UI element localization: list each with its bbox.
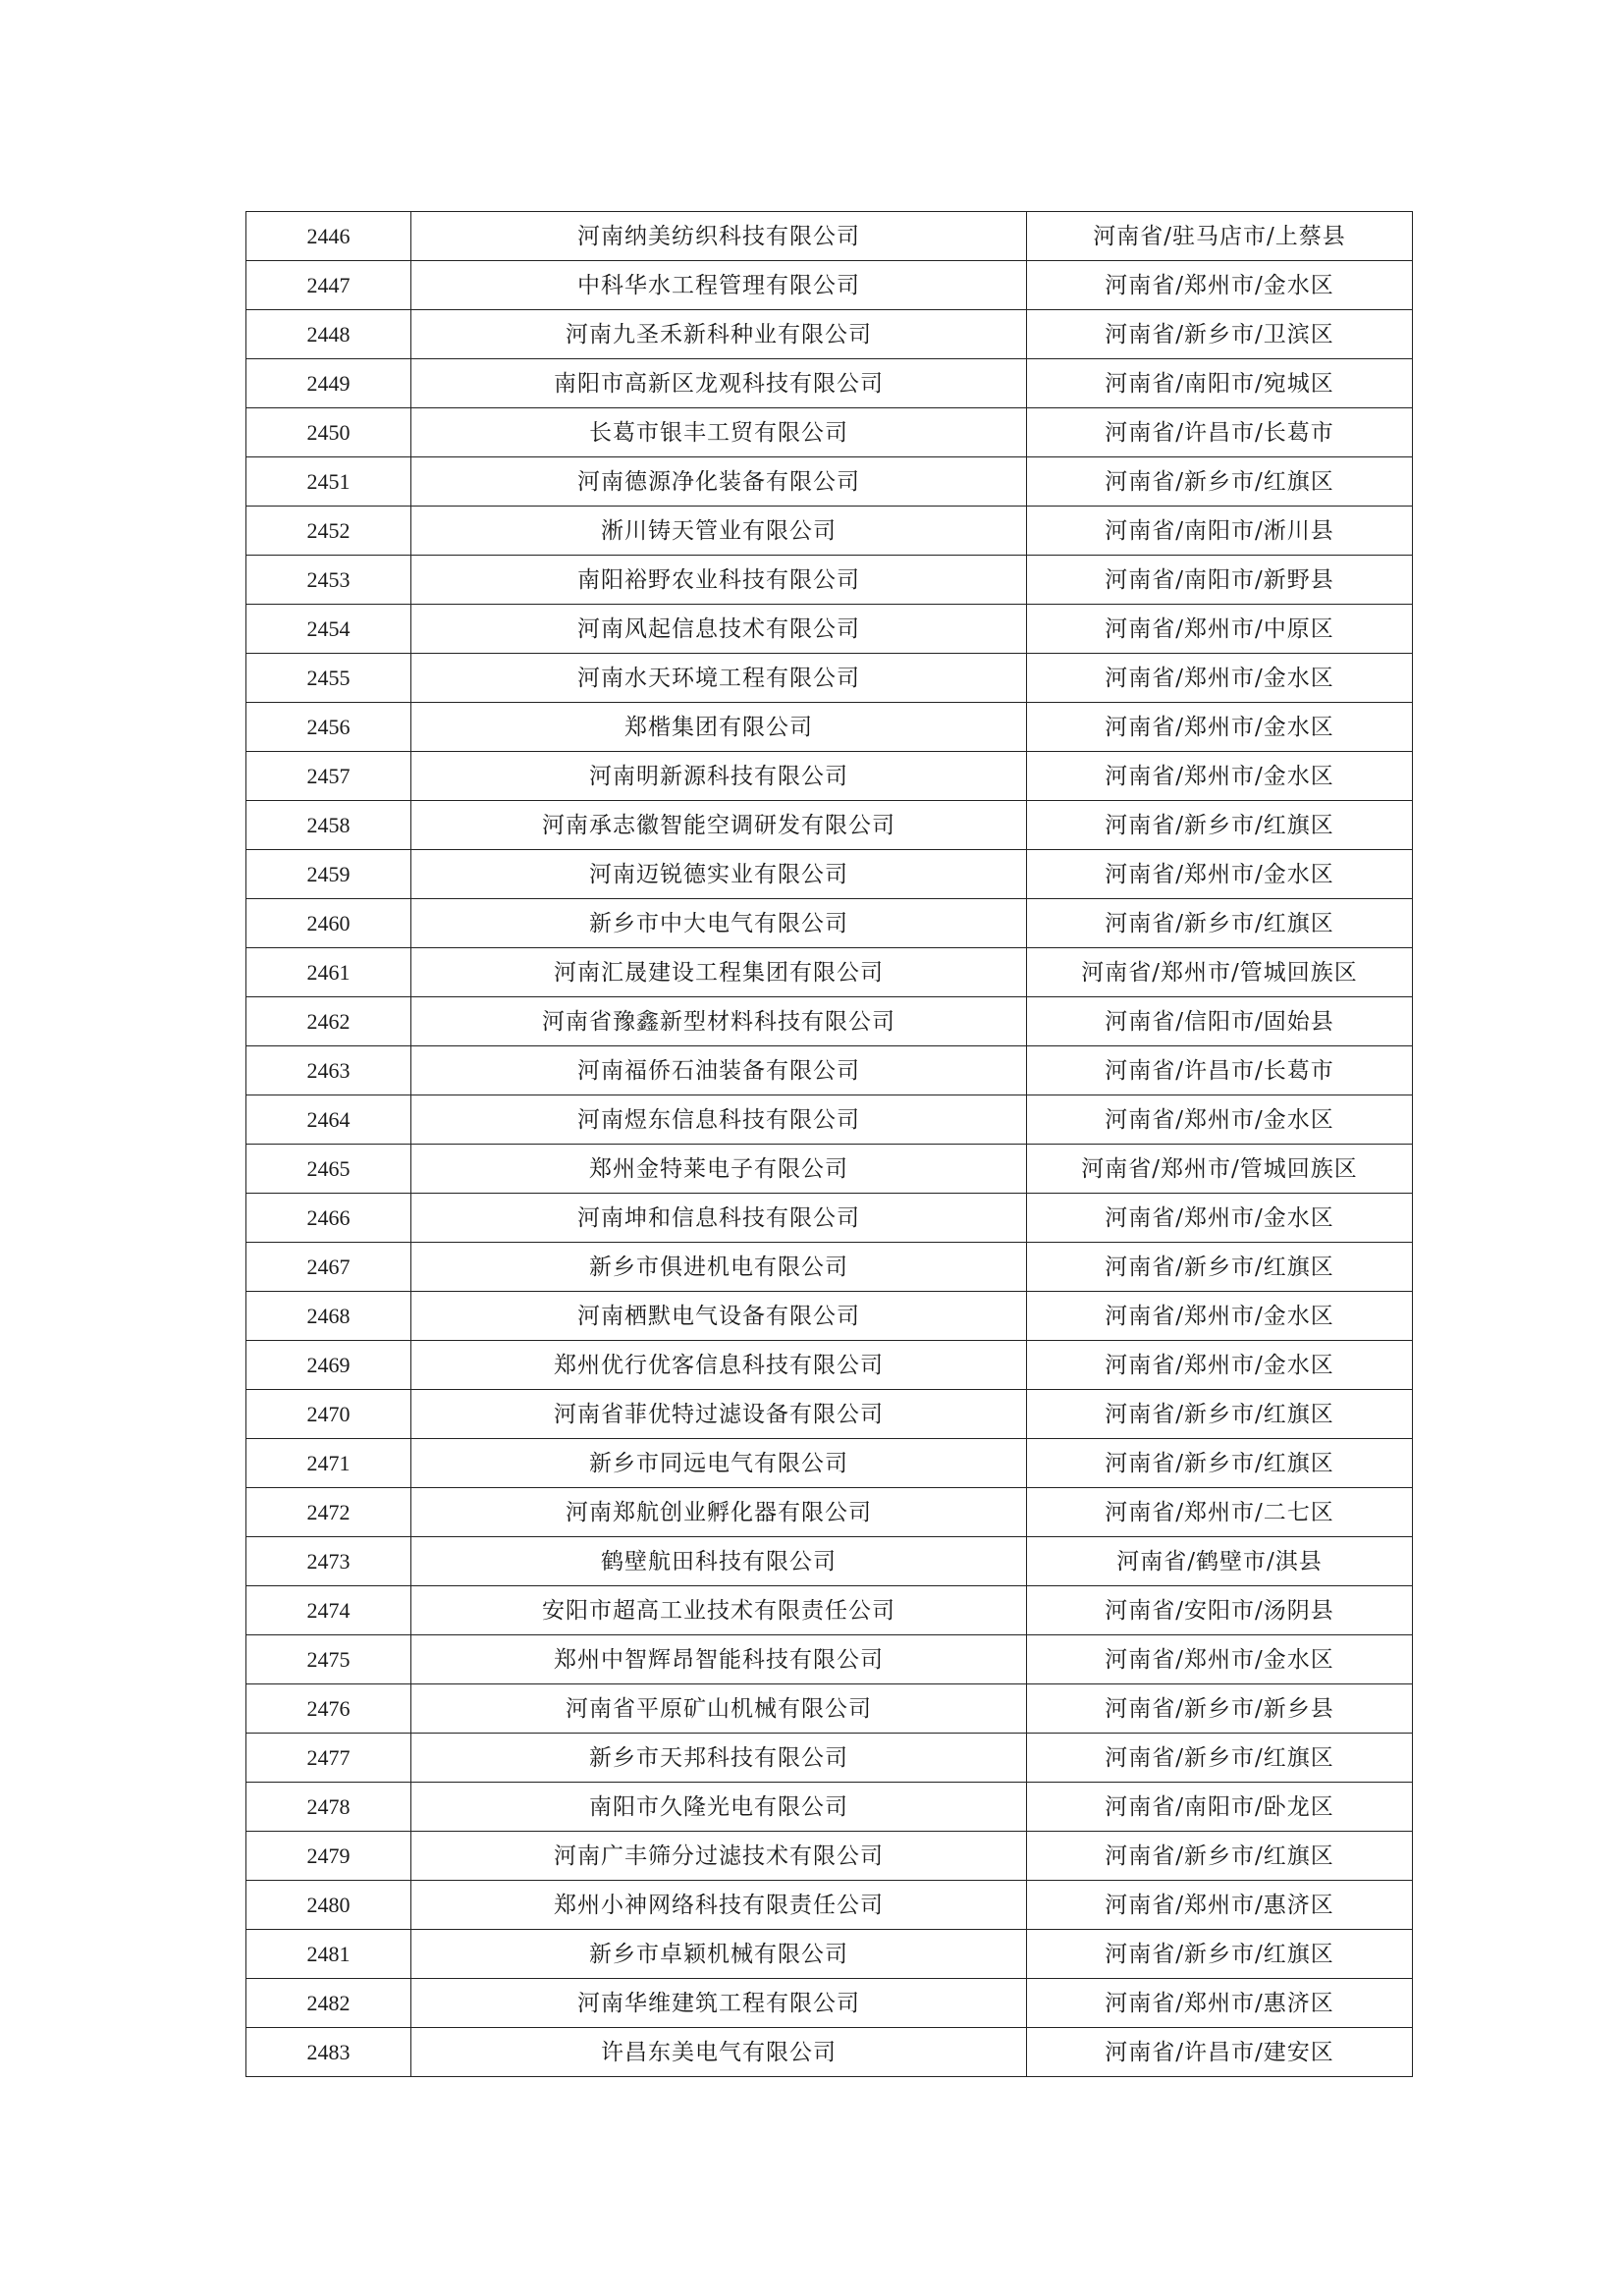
company-name-cell: 新乡市俱进机电有限公司 xyxy=(411,1243,1027,1292)
location-cell: 河南省/新乡市/红旗区 xyxy=(1027,801,1413,850)
company-name-cell: 新乡市卓颖机械有限公司 xyxy=(411,1930,1027,1979)
row-number-cell: 2453 xyxy=(246,556,411,605)
table-row xyxy=(246,850,1413,899)
company-name-cell: 河南广丰筛分过滤技术有限公司 xyxy=(411,1832,1027,1881)
table-row xyxy=(246,948,1413,997)
location-cell: 河南省/安阳市/汤阴县 xyxy=(1027,1586,1413,1635)
table-row xyxy=(246,2028,1413,2077)
location-cell: 河南省/郑州市/金水区 xyxy=(1027,1194,1413,1243)
company-name-cell: 河南风起信息技术有限公司 xyxy=(411,605,1027,654)
company-name-cell: 郑州小神网络科技有限责任公司 xyxy=(411,1881,1027,1930)
company-name-cell: 郑楷集团有限公司 xyxy=(411,703,1027,752)
table-row xyxy=(246,556,1413,605)
row-number-cell: 2448 xyxy=(246,310,411,359)
table-row xyxy=(246,1979,1413,2028)
row-number-cell: 2464 xyxy=(246,1095,411,1145)
company-name-cell: 南阳市久隆光电有限公司 xyxy=(411,1783,1027,1832)
company-name-cell: 河南德源净化装备有限公司 xyxy=(411,457,1027,507)
location-cell: 河南省/信阳市/固始县 xyxy=(1027,997,1413,1046)
company-name-cell: 河南郑航创业孵化器有限公司 xyxy=(411,1488,1027,1537)
row-number-cell: 2466 xyxy=(246,1194,411,1243)
row-number-cell: 2449 xyxy=(246,359,411,408)
location-cell: 河南省/郑州市/惠济区 xyxy=(1027,1979,1413,2028)
table-row xyxy=(246,457,1413,507)
company-name-cell: 郑州中智辉昂智能科技有限公司 xyxy=(411,1635,1027,1684)
table-row xyxy=(246,1341,1413,1390)
table-row xyxy=(246,899,1413,948)
row-number-cell: 2454 xyxy=(246,605,411,654)
row-number-cell: 2476 xyxy=(246,1684,411,1734)
table-row xyxy=(246,1046,1413,1095)
row-number-cell: 2455 xyxy=(246,654,411,703)
row-number-cell: 2473 xyxy=(246,1537,411,1586)
company-name-cell: 河南承志徽智能空调研发有限公司 xyxy=(411,801,1027,850)
row-number-cell: 2482 xyxy=(246,1979,411,2028)
row-number-cell: 2450 xyxy=(246,408,411,457)
company-name-cell: 河南九圣禾新科种业有限公司 xyxy=(411,310,1027,359)
table-row xyxy=(246,1243,1413,1292)
row-number-cell: 2479 xyxy=(246,1832,411,1881)
row-number-cell: 2460 xyxy=(246,899,411,948)
table-row xyxy=(246,1586,1413,1635)
table-row xyxy=(246,1292,1413,1341)
table-row xyxy=(246,1095,1413,1145)
company-name-cell: 河南迈锐德实业有限公司 xyxy=(411,850,1027,899)
company-name-cell: 安阳市超高工业技术有限责任公司 xyxy=(411,1586,1027,1635)
company-name-cell: 河南坤和信息科技有限公司 xyxy=(411,1194,1027,1243)
location-cell: 河南省/郑州市/金水区 xyxy=(1027,1341,1413,1390)
table-row xyxy=(246,1537,1413,1586)
company-name-cell: 河南煜东信息科技有限公司 xyxy=(411,1095,1027,1145)
location-cell: 河南省/新乡市/卫滨区 xyxy=(1027,310,1413,359)
company-name-cell: 河南水天环境工程有限公司 xyxy=(411,654,1027,703)
table-row xyxy=(246,997,1413,1046)
location-cell: 河南省/郑州市/管城回族区 xyxy=(1027,1145,1413,1194)
table-row xyxy=(246,1881,1413,1930)
location-cell: 河南省/郑州市/二七区 xyxy=(1027,1488,1413,1537)
company-name-cell: 河南明新源科技有限公司 xyxy=(411,752,1027,801)
table-row xyxy=(246,703,1413,752)
row-number-cell: 2481 xyxy=(246,1930,411,1979)
location-cell: 河南省/郑州市/惠济区 xyxy=(1027,1881,1413,1930)
row-number-cell: 2480 xyxy=(246,1881,411,1930)
table-row xyxy=(246,1145,1413,1194)
table-row xyxy=(246,801,1413,850)
row-number-cell: 2465 xyxy=(246,1145,411,1194)
location-cell: 河南省/新乡市/新乡县 xyxy=(1027,1684,1413,1734)
company-name-cell: 河南福侨石油装备有限公司 xyxy=(411,1046,1027,1095)
table-row xyxy=(246,1439,1413,1488)
location-cell: 河南省/许昌市/长葛市 xyxy=(1027,408,1413,457)
company-name-cell: 郑州优行优客信息科技有限公司 xyxy=(411,1341,1027,1390)
row-number-cell: 2463 xyxy=(246,1046,411,1095)
company-name-cell: 河南省豫鑫新型材料科技有限公司 xyxy=(411,997,1027,1046)
table-row xyxy=(246,212,1413,261)
location-cell: 河南省/许昌市/长葛市 xyxy=(1027,1046,1413,1095)
row-number-cell: 2471 xyxy=(246,1439,411,1488)
location-cell: 河南省/郑州市/金水区 xyxy=(1027,703,1413,752)
location-cell: 河南省/郑州市/中原区 xyxy=(1027,605,1413,654)
table-row xyxy=(246,1930,1413,1979)
location-cell: 河南省/新乡市/红旗区 xyxy=(1027,1439,1413,1488)
table-row xyxy=(246,605,1413,654)
location-cell: 河南省/郑州市/金水区 xyxy=(1027,850,1413,899)
location-cell: 河南省/新乡市/红旗区 xyxy=(1027,1243,1413,1292)
row-number-cell: 2452 xyxy=(246,507,411,556)
location-cell: 河南省/新乡市/红旗区 xyxy=(1027,1832,1413,1881)
company-name-cell: 淅川铸天管业有限公司 xyxy=(411,507,1027,556)
location-cell: 河南省/驻马店市/上蔡县 xyxy=(1027,212,1413,261)
location-cell: 河南省/新乡市/红旗区 xyxy=(1027,457,1413,507)
location-cell: 河南省/鹤壁市/淇县 xyxy=(1027,1537,1413,1586)
location-cell: 河南省/许昌市/建安区 xyxy=(1027,2028,1413,2077)
location-cell: 河南省/南阳市/淅川县 xyxy=(1027,507,1413,556)
company-name-cell: 鹤壁航田科技有限公司 xyxy=(411,1537,1027,1586)
table-row xyxy=(246,1832,1413,1881)
company-name-cell: 河南汇晟建设工程集团有限公司 xyxy=(411,948,1027,997)
row-number-cell: 2478 xyxy=(246,1783,411,1832)
company-name-cell: 南阳市高新区龙观科技有限公司 xyxy=(411,359,1027,408)
row-number-cell: 2468 xyxy=(246,1292,411,1341)
row-number-cell: 2459 xyxy=(246,850,411,899)
location-cell: 河南省/南阳市/宛城区 xyxy=(1027,359,1413,408)
location-cell: 河南省/郑州市/管城回族区 xyxy=(1027,948,1413,997)
company-name-cell: 新乡市天邦科技有限公司 xyxy=(411,1734,1027,1783)
table-row xyxy=(246,408,1413,457)
row-number-cell: 2469 xyxy=(246,1341,411,1390)
location-cell: 河南省/新乡市/红旗区 xyxy=(1027,1930,1413,1979)
table-row xyxy=(246,1390,1413,1439)
row-number-cell: 2446 xyxy=(246,212,411,261)
location-cell: 河南省/郑州市/金水区 xyxy=(1027,654,1413,703)
location-cell: 河南省/新乡市/红旗区 xyxy=(1027,1734,1413,1783)
company-name-cell: 河南省平原矿山机械有限公司 xyxy=(411,1684,1027,1734)
company-name-cell: 中科华水工程管理有限公司 xyxy=(411,261,1027,310)
row-number-cell: 2472 xyxy=(246,1488,411,1537)
location-cell: 河南省/郑州市/金水区 xyxy=(1027,1095,1413,1145)
table-row xyxy=(246,1635,1413,1684)
row-number-cell: 2470 xyxy=(246,1390,411,1439)
row-number-cell: 2462 xyxy=(246,997,411,1046)
location-cell: 河南省/南阳市/卧龙区 xyxy=(1027,1783,1413,1832)
location-cell: 河南省/郑州市/金水区 xyxy=(1027,1292,1413,1341)
table-row xyxy=(246,1783,1413,1832)
company-name-cell: 郑州金特莱电子有限公司 xyxy=(411,1145,1027,1194)
row-number-cell: 2456 xyxy=(246,703,411,752)
row-number-cell: 2457 xyxy=(246,752,411,801)
table-row xyxy=(246,310,1413,359)
table-row xyxy=(246,654,1413,703)
company-name-cell: 长葛市银丰工贸有限公司 xyxy=(411,408,1027,457)
company-name-cell: 河南省菲优特过滤设备有限公司 xyxy=(411,1390,1027,1439)
row-number-cell: 2467 xyxy=(246,1243,411,1292)
table-row xyxy=(246,1734,1413,1783)
row-number-cell: 2483 xyxy=(246,2028,411,2077)
location-cell: 河南省/新乡市/红旗区 xyxy=(1027,1390,1413,1439)
company-name-cell: 新乡市中大电气有限公司 xyxy=(411,899,1027,948)
company-table-body xyxy=(246,212,1413,2077)
location-cell: 河南省/郑州市/金水区 xyxy=(1027,1635,1413,1684)
location-cell: 河南省/新乡市/红旗区 xyxy=(1027,899,1413,948)
location-cell: 河南省/郑州市/金水区 xyxy=(1027,752,1413,801)
table-row xyxy=(246,1684,1413,1734)
row-number-cell: 2475 xyxy=(246,1635,411,1684)
row-number-cell: 2474 xyxy=(246,1586,411,1635)
company-table xyxy=(245,211,1413,2077)
location-cell: 河南省/郑州市/金水区 xyxy=(1027,261,1413,310)
row-number-cell: 2458 xyxy=(246,801,411,850)
table-row xyxy=(246,752,1413,801)
row-number-cell: 2461 xyxy=(246,948,411,997)
company-name-cell: 南阳裕野农业科技有限公司 xyxy=(411,556,1027,605)
location-cell: 河南省/南阳市/新野县 xyxy=(1027,556,1413,605)
table-row xyxy=(246,507,1413,556)
table-row xyxy=(246,359,1413,408)
company-name-cell: 河南华维建筑工程有限公司 xyxy=(411,1979,1027,2028)
table-row xyxy=(246,1488,1413,1537)
company-name-cell: 河南纳美纺织科技有限公司 xyxy=(411,212,1027,261)
table-row xyxy=(246,261,1413,310)
row-number-cell: 2477 xyxy=(246,1734,411,1783)
row-number-cell: 2451 xyxy=(246,457,411,507)
company-name-cell: 新乡市同远电气有限公司 xyxy=(411,1439,1027,1488)
table-row xyxy=(246,1194,1413,1243)
row-number-cell: 2447 xyxy=(246,261,411,310)
company-name-cell: 河南栖默电气设备有限公司 xyxy=(411,1292,1027,1341)
company-name-cell: 许昌东美电气有限公司 xyxy=(411,2028,1027,2077)
